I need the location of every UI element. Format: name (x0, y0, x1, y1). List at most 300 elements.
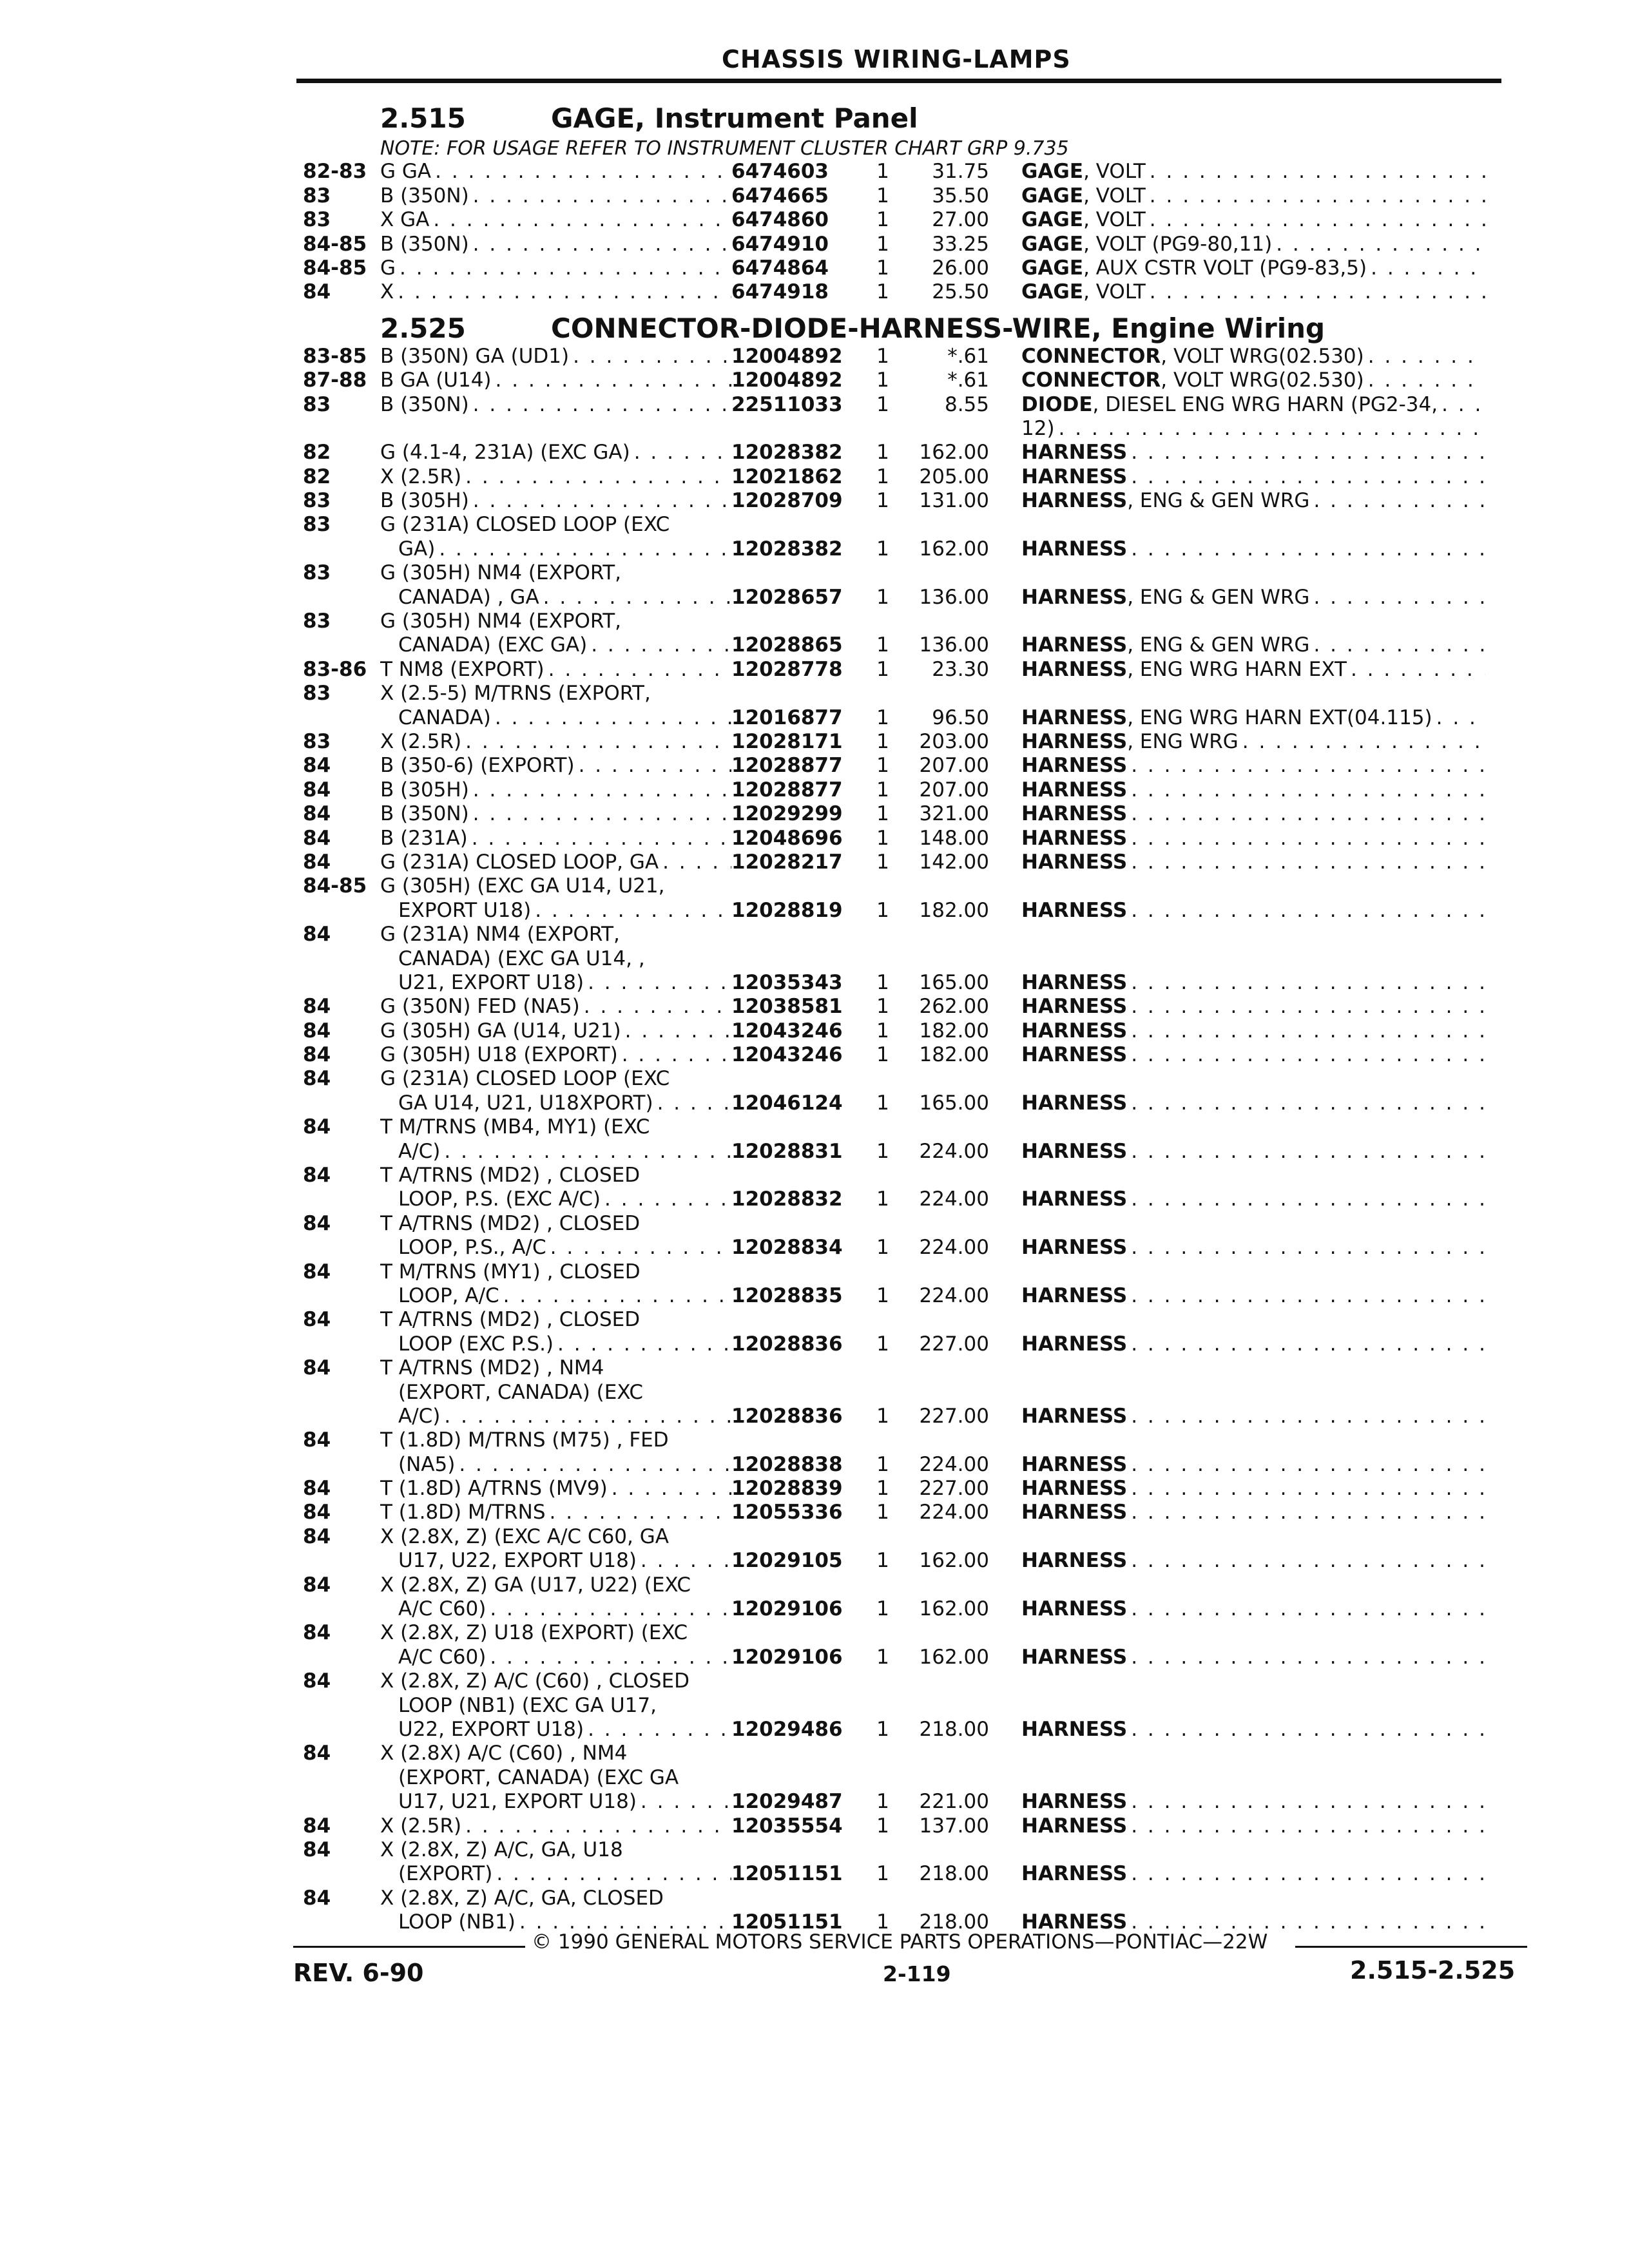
description-keyword: HARNESS (1021, 1718, 1128, 1741)
description-text (1021, 850, 1127, 874)
footer-copyright: © 1990 GENERAL MOTORS SERVICE PARTS OPERATIONS—PONTIAC—22W (532, 1930, 1268, 1954)
description-keyword: HARNESS (1021, 826, 1128, 850)
description-text (1021, 1236, 1127, 1260)
leader-dots (1127, 1597, 1485, 1621)
leader-dots (1127, 995, 1485, 1019)
application-cell (380, 1862, 731, 1886)
parts-row-continued (303, 1573, 1521, 1597)
quantity: 1 (876, 1501, 889, 1524)
parts-row (303, 1452, 1521, 1476)
leader-dots (486, 1646, 731, 1669)
header-rule (296, 79, 1501, 83)
footer-rule-left (293, 1946, 525, 1948)
part-number: 12028865 (731, 633, 843, 657)
part-number: 12043246 (731, 1043, 843, 1067)
model-year: 84 (303, 1524, 331, 1548)
parts-row-continued (303, 1115, 1521, 1139)
application-text: T NM8 (EXPORT) (380, 657, 545, 681)
application-text: X (2.8X, Z) A/C, GA, U18 (380, 1838, 623, 1861)
parts-row (303, 826, 1521, 850)
parts-row-continued (303, 417, 1521, 441)
application-cell (380, 923, 731, 947)
part-number: 12028171 (731, 729, 843, 753)
description-text (1021, 778, 1127, 802)
leader-dots (659, 850, 731, 874)
leader-dots (1127, 1862, 1485, 1886)
application-text: CANADA) , GA (398, 585, 539, 609)
application-text: T M/TRNS (MB4, MY1) (EXC (380, 1115, 650, 1139)
description-cell (989, 586, 1485, 610)
quantity: 1 (876, 1187, 889, 1211)
description-text: HARNESS, ENG & GEN WRG (1021, 633, 1310, 657)
description-keyword: HARNESS (1021, 729, 1128, 753)
model-year: 84 (303, 1260, 331, 1283)
application-cell (380, 537, 731, 561)
application-text: U17, U22, EXPORT U18) (398, 1549, 637, 1573)
leader-dots (1127, 1187, 1485, 1211)
application-text: B (350N) (380, 232, 469, 256)
application-cell (380, 586, 731, 610)
application-cell (380, 1694, 731, 1718)
application-text: T A/TRNS (MD2) , NM4 (380, 1356, 604, 1380)
parts-row (303, 706, 1521, 729)
price: 262.00 (919, 995, 989, 1019)
part-number: 22511033 (731, 392, 843, 416)
quantity: 1 (876, 160, 889, 184)
application-text: T (1.8D) M/TRNS (M75) , FED (380, 1428, 669, 1452)
application-text: U17, U21, EXPORT U18) (398, 1790, 637, 1814)
application-cell (380, 184, 731, 208)
price: 162.00 (919, 1549, 989, 1573)
application-text: LOOP, P.S., A/C (398, 1236, 546, 1260)
quantity: 1 (876, 1910, 889, 1934)
application-text: LOOP (EXC P.S.) (398, 1332, 554, 1356)
description-cell (989, 465, 1485, 489)
description-cell (989, 369, 1485, 392)
leader-dots (461, 1814, 731, 1838)
parts-row (303, 1043, 1521, 1067)
parts-row (303, 898, 1521, 922)
application-cell (380, 233, 731, 256)
parts-row-continued (303, 1067, 1521, 1091)
parts-row (303, 1597, 1521, 1621)
description-text (1021, 754, 1127, 778)
application-cell (380, 658, 731, 682)
quantity: 1 (876, 537, 889, 561)
leader-dots (461, 465, 731, 489)
application-cell (380, 1669, 731, 1693)
description-text (1021, 1453, 1127, 1477)
application-text: LOOP (NB1) (398, 1910, 516, 1934)
part-number: 12028834 (731, 1236, 843, 1260)
parts-row-continued (303, 1886, 1521, 1910)
price: 182.00 (919, 1019, 989, 1043)
parts-row (303, 633, 1521, 657)
price: 207.00 (919, 754, 989, 778)
quantity: 1 (876, 1283, 889, 1307)
application-text: LOOP (NB1) (EXC GA U17, (398, 1693, 657, 1717)
leader-dots (1127, 1549, 1485, 1573)
price: 27.00 (932, 208, 989, 232)
description-cell (989, 160, 1485, 184)
leader-dots (492, 369, 731, 392)
application-text: U21, EXPORT U18) (398, 970, 584, 994)
quantity: 1 (876, 1597, 889, 1621)
model-year: 84 (303, 1669, 331, 1693)
application-cell (380, 995, 731, 1019)
description-text: GAGE, VOLT (PG9-80,11) (1021, 232, 1273, 256)
description-text (1021, 1187, 1127, 1211)
price: 227.00 (919, 1332, 989, 1356)
parts-row-continued (303, 1211, 1521, 1235)
application-cell (380, 1187, 731, 1211)
parts-row (303, 160, 1521, 184)
model-year: 83 (303, 513, 331, 537)
model-year: 84 (303, 1067, 331, 1091)
quantity: 1 (876, 1404, 889, 1428)
leader-dots (1127, 1091, 1485, 1115)
model-year: 83 (303, 729, 331, 753)
description-text (1021, 1019, 1127, 1043)
price: 31.75 (932, 160, 989, 184)
description-cell (989, 1236, 1485, 1260)
leader-dots (1127, 1453, 1485, 1477)
leader-dots (637, 1549, 731, 1573)
model-year: 83 (303, 682, 331, 706)
description-cell (989, 1477, 1485, 1501)
part-number: 12029106 (731, 1597, 843, 1621)
leader-dots (455, 1453, 731, 1477)
leader-dots (587, 633, 731, 657)
application-text: X (2.5R) (380, 729, 462, 753)
description-cell (989, 802, 1485, 826)
part-number: 12004892 (731, 369, 843, 392)
application-text: CANADA) (EXC GA) (398, 633, 588, 657)
model-year: 83 (303, 610, 331, 633)
model-year: 83-86 (303, 657, 367, 681)
part-number: 12028836 (731, 1404, 843, 1428)
description-cell (989, 658, 1485, 682)
parts-row (303, 1718, 1521, 1742)
parts-row-continued (303, 1765, 1521, 1789)
description-cell (989, 184, 1485, 208)
leader-dots (1239, 730, 1485, 754)
description-keyword: GAGE (1021, 208, 1084, 232)
description-keyword: HARNESS (1021, 1187, 1128, 1211)
description-text (1021, 1790, 1127, 1814)
section-title: CONNECTOR-DIODE-HARNESS-WIRE, Engine Wiring (551, 312, 1325, 345)
application-text: GA U14, U21, U18XPORT) (398, 1091, 653, 1115)
price: 224.00 (919, 1139, 989, 1163)
leader-dots (531, 899, 731, 923)
leader-dots (1146, 208, 1485, 232)
price: 221.00 (919, 1790, 989, 1814)
application-text: CANADA) (EXC GA U14, , (398, 947, 645, 970)
description-cell (989, 1405, 1485, 1428)
model-year: 82 (303, 465, 331, 488)
description-keyword: GAGE (1021, 184, 1084, 207)
parts-row (303, 184, 1521, 207)
parts-row (303, 1645, 1521, 1669)
leader-dots (1127, 1140, 1485, 1164)
leader-dots (618, 1043, 731, 1067)
application-cell (380, 513, 731, 537)
parts-row (303, 1139, 1521, 1163)
leader-dots (1432, 706, 1485, 730)
application-cell (380, 1236, 731, 1260)
description-keyword: HARNESS (1021, 585, 1128, 609)
description-cell (989, 1549, 1485, 1573)
quantity: 1 (876, 256, 889, 280)
leader-dots (1127, 1332, 1485, 1356)
application-cell (380, 1887, 731, 1910)
description-text: HARNESS, ENG & GEN WRG (1021, 585, 1310, 609)
model-year: 83 (303, 561, 331, 585)
application-cell (380, 1332, 731, 1356)
application-cell (380, 1718, 731, 1742)
parts-row (303, 585, 1521, 609)
price: 142.00 (919, 850, 989, 874)
description-text (1021, 1043, 1127, 1067)
model-year: 84-85 (303, 256, 367, 280)
footer-rule-right (1295, 1946, 1527, 1948)
price: 207.00 (919, 778, 989, 802)
leader-dots (1146, 280, 1485, 304)
part-number: 12004892 (731, 344, 843, 368)
application-cell (380, 1453, 731, 1477)
price: 136.00 (919, 585, 989, 609)
description-keyword: HARNESS (1021, 1790, 1128, 1814)
leader-dots (546, 1236, 731, 1260)
price: *.61 (947, 369, 989, 392)
parts-row-continued (303, 1693, 1521, 1717)
leader-dots (575, 754, 731, 778)
quantity: 1 (876, 802, 889, 826)
model-year: 84 (303, 1477, 331, 1501)
application-cell (380, 1766, 731, 1790)
application-text: X (2.5R) (380, 1814, 462, 1838)
application-text: G (350N) FED (NA5) (380, 995, 580, 1019)
application-cell (380, 1428, 731, 1452)
description-keyword: GAGE (1021, 280, 1084, 304)
model-year: 83-85 (303, 344, 367, 368)
model-year: 84 (303, 1742, 331, 1765)
description-text (1021, 1549, 1127, 1573)
leader-dots (486, 1597, 731, 1621)
application-text: T (1.8D) A/TRNS (MV9) (380, 1477, 608, 1501)
part-number: 12029486 (731, 1718, 843, 1741)
parts-row-continued (303, 1260, 1521, 1283)
application-text: GA) (398, 537, 436, 561)
description-cell (989, 1646, 1485, 1669)
quantity: 1 (876, 1091, 889, 1115)
price: 131.00 (919, 489, 989, 513)
application-cell (380, 778, 731, 802)
page-number: 2-119 (883, 1961, 951, 1986)
part-number: 12029106 (731, 1645, 843, 1669)
leader-dots (1127, 827, 1485, 850)
description-text: GAGE, VOLT (1021, 280, 1146, 304)
description-cell (989, 1091, 1485, 1115)
parts-row (303, 1814, 1521, 1838)
description-cell (989, 1187, 1485, 1211)
leader-dots (584, 1718, 731, 1742)
description-keyword: HARNESS (1021, 1645, 1128, 1669)
leader-dots (469, 184, 731, 208)
description-text (1021, 1332, 1127, 1356)
part-number: 12029105 (731, 1549, 843, 1573)
parts-row (303, 1187, 1521, 1211)
application-text: T M/TRNS (MY1) , CLOSED (380, 1260, 641, 1283)
leader-dots (431, 160, 731, 184)
leader-dots (621, 1019, 731, 1043)
application-cell (380, 208, 731, 232)
quantity: 1 (876, 1139, 889, 1163)
description-cell (989, 1790, 1485, 1814)
application-cell (380, 1284, 731, 1308)
application-cell (380, 1381, 731, 1405)
description-keyword: HARNESS (1021, 802, 1128, 826)
price: 224.00 (919, 1187, 989, 1211)
quantity: 1 (876, 633, 889, 657)
leader-dots (1127, 971, 1485, 995)
leader-dots (1127, 1646, 1485, 1669)
leader-dots (1127, 537, 1485, 561)
application-cell (380, 1043, 731, 1067)
price: 227.00 (919, 1404, 989, 1428)
leader-dots (545, 658, 731, 682)
leader-dots (1127, 441, 1485, 465)
parts-row (303, 778, 1521, 802)
application-text: CANADA) (398, 706, 491, 729)
application-cell (380, 489, 731, 513)
description-cell (989, 899, 1485, 923)
price: 218.00 (919, 1910, 989, 1934)
leader-dots (1127, 850, 1485, 874)
part-number: 6474918 (731, 280, 829, 304)
price: 162.00 (919, 1597, 989, 1621)
description-cell (989, 827, 1485, 850)
description-keyword: HARNESS (1021, 706, 1128, 729)
parts-row-continued (303, 1838, 1521, 1862)
description-text: CONNECTOR, VOLT WRG(02.530) (1021, 344, 1364, 368)
parts-row-continued (303, 874, 1521, 898)
part-number: 12051151 (731, 1862, 843, 1886)
part-number: 12028217 (731, 850, 843, 874)
price: 162.00 (919, 1645, 989, 1669)
quantity: 1 (876, 344, 889, 368)
description-text (1021, 441, 1127, 465)
application-cell (380, 160, 731, 184)
price: 162.00 (919, 537, 989, 561)
quantity: 1 (876, 1718, 889, 1741)
part-number: 6474864 (731, 256, 829, 280)
leader-dots (1127, 802, 1485, 826)
application-cell (380, 633, 731, 657)
application-text: B (350N) (380, 184, 469, 207)
application-text: X (2.8X, Z) A/C (C60) , CLOSED (380, 1669, 689, 1693)
description-text (1021, 899, 1127, 923)
application-text: LOOP, A/C (398, 1283, 499, 1307)
model-year: 84-85 (303, 874, 367, 898)
description-keyword: GAGE (1021, 232, 1084, 256)
description-cell (989, 1862, 1485, 1886)
leader-dots (569, 345, 731, 369)
quantity: 1 (876, 392, 889, 416)
leader-dots (469, 778, 731, 802)
application-cell (380, 1501, 731, 1524)
model-year: 84 (303, 1308, 331, 1332)
part-number: 12028709 (731, 489, 843, 513)
parts-row-continued (303, 610, 1521, 633)
description-text (1021, 1140, 1127, 1164)
leader-dots (1127, 1405, 1485, 1428)
part-number: 6474603 (731, 160, 829, 184)
application-cell (380, 1260, 731, 1284)
price: 165.00 (919, 970, 989, 994)
parts-row (303, 1477, 1521, 1501)
application-text: G GA (380, 160, 432, 184)
price: 33.25 (932, 232, 989, 256)
application-text: G (4.1-4, 231A) (EXC GA) (380, 441, 630, 465)
part-number: 12046124 (731, 1091, 843, 1115)
description-keyword: HARNESS (1021, 1814, 1128, 1838)
description-keyword: HARNESS (1021, 1139, 1128, 1163)
model-year: 84 (303, 1428, 331, 1452)
leader-dots (1364, 345, 1485, 369)
leader-dots (499, 1284, 731, 1308)
leader-dots (1127, 465, 1485, 489)
model-year: 84 (303, 1886, 331, 1910)
model-year: 83 (303, 392, 331, 416)
parts-row (303, 465, 1521, 488)
description-keyword: HARNESS (1021, 1501, 1128, 1524)
parts-row (303, 1019, 1521, 1043)
application-cell (380, 345, 731, 369)
leader-dots (1272, 233, 1485, 256)
leader-dots (1347, 658, 1485, 682)
leader-dots (1127, 1718, 1485, 1742)
part-number: 12038581 (731, 995, 843, 1019)
application-cell (380, 730, 731, 754)
description-keyword: HARNESS (1021, 850, 1128, 874)
leader-dots (608, 1477, 731, 1501)
description-cell (989, 1140, 1485, 1164)
description-text: HARNESS, ENG & GEN WRG (1021, 489, 1310, 513)
model-year: 84 (303, 1838, 331, 1861)
parts-row (303, 369, 1521, 392)
model-year: 87-88 (303, 369, 367, 392)
quantity: 1 (876, 1790, 889, 1814)
leader-dots (1146, 160, 1485, 184)
description-keyword: HARNESS (1021, 1549, 1128, 1573)
description-cell (989, 1284, 1485, 1308)
description-cell (989, 730, 1485, 754)
leader-dots (1367, 256, 1485, 280)
quantity: 1 (876, 995, 889, 1019)
price: 23.30 (932, 657, 989, 681)
application-cell (380, 1477, 731, 1501)
quantity: 1 (876, 1549, 889, 1573)
section-note: NOTE: FOR USAGE REFER TO INSTRUMENT CLUSTER CHART GRP 9.735 (380, 137, 1069, 160)
model-year: 84 (303, 1356, 331, 1380)
description-text (1021, 1405, 1127, 1428)
model-year: 84 (303, 1573, 331, 1597)
price: 224.00 (919, 1236, 989, 1260)
model-year: 84 (303, 754, 331, 778)
leader-dots (546, 1501, 731, 1524)
part-number: 12029487 (731, 1790, 843, 1814)
